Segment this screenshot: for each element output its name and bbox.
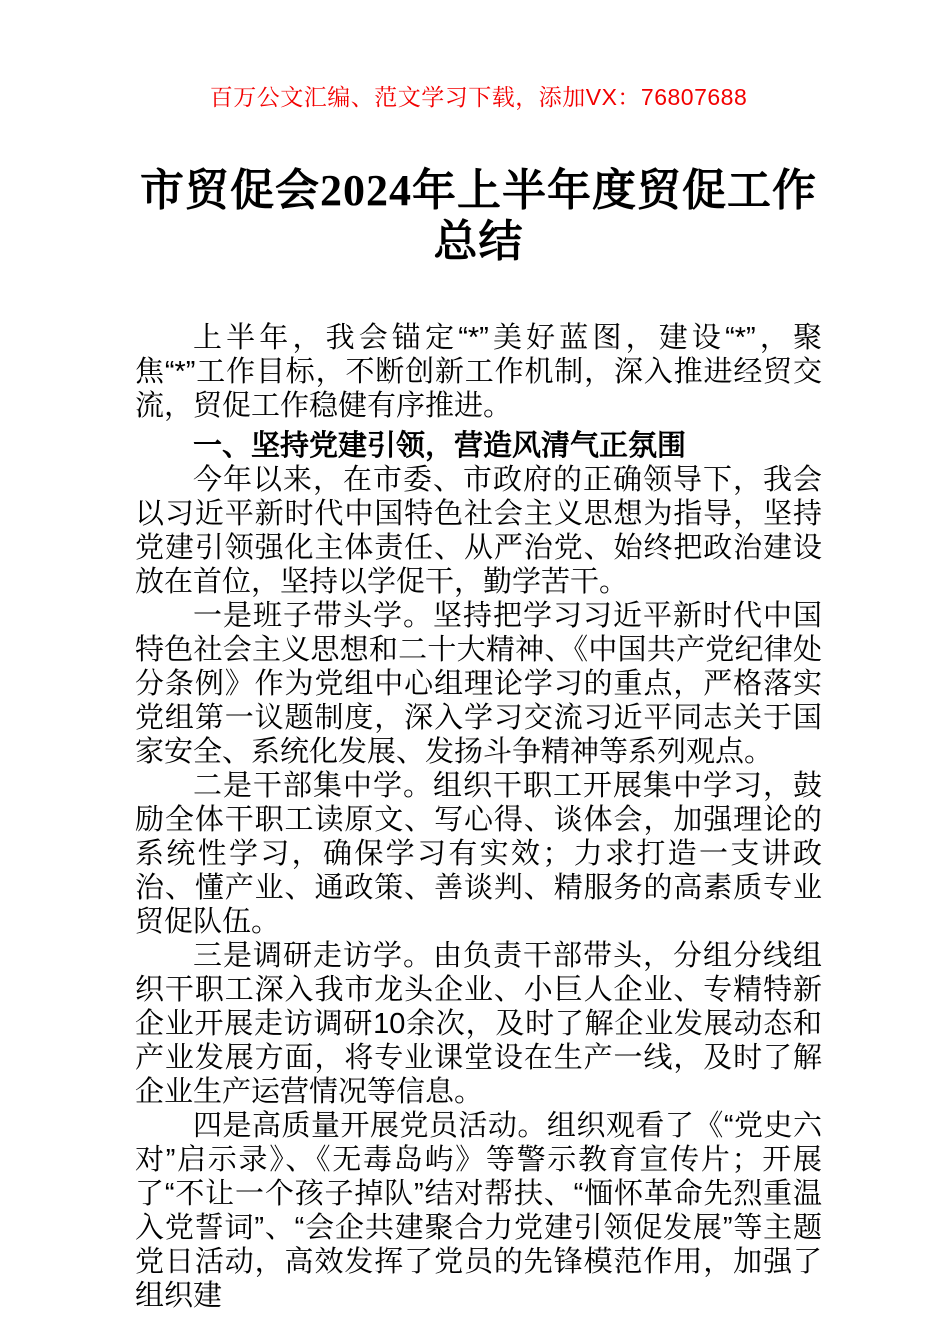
section-heading-1: 一、坚持党建引领，营造风清气正氛围	[193, 430, 687, 463]
paragraph-point-3: 三是调研走访学。由负责干部带头，分组分线组织干职工深入我市龙头企业、小巨人企业、专精特新企业开展走访调研10余次，及时了解企业发展动态和产业发展方面，将专业课堂设在生产一线，及时了解企业生产运营情况等信息。	[135, 940, 822, 1109]
paragraph-intro: 上半年，我会锚定“*”美好蓝图，建设“*”，聚焦“*”工作目标，不断创新工作机制，深入推进经贸交流，贸促工作稳健有序推进。	[135, 322, 822, 423]
paragraph-point-1: 一是班子带头学。坚持把学习习近平新时代中国特色社会主义思想和二十大精神、《中国共产党纪律处分条例》作为党组中心组理论学习的重点，严格落实党组第一议题制度，深入学习交流习近平同志关于国家安全、系统化发展、发扬斗争精神等系列观点。	[135, 600, 822, 769]
paragraph-point-2: 二是干部集中学。组织干职工开展集中学习，鼓励全体干职工读原文、写心得、谈体会，加强理论的系统性学习，确保学习有实效；力求打造一支讲政治、懂产业、通政策、善谈判、精服务的高素质专业贸促队伍。	[135, 770, 822, 939]
paragraph-overview: 今年以来，在市委、市政府的正确领导下，我会以习近平新时代中国特色社会主义思想为指导，坚持党建引领强化主体责任、从严治党、始终把政治建设放在首位，坚持以学促干，勤学苦干。	[135, 464, 822, 599]
document-title: 市贸促会2024年上半年度贸促工作总结	[140, 166, 817, 266]
paragraph-point-4: 四是高质量开展党员活动。组织观看了《“党史六对”启示录》、《无毒岛屿》等警示教育宣传片；开展了“不让一个孩子掉队”结对帮扶、“愐怀革命先烈重温入党誓词”、“会企共建聚合力党建引领促发展”等主题党日活动，高效发挥了党员的先锋模范作用，加强了组织建	[135, 1110, 822, 1313]
watermark-notice: 百万公文汇编、范文学习下载，添加VX：76807688	[209, 84, 748, 110]
document-body	[135, 321, 822, 1313]
